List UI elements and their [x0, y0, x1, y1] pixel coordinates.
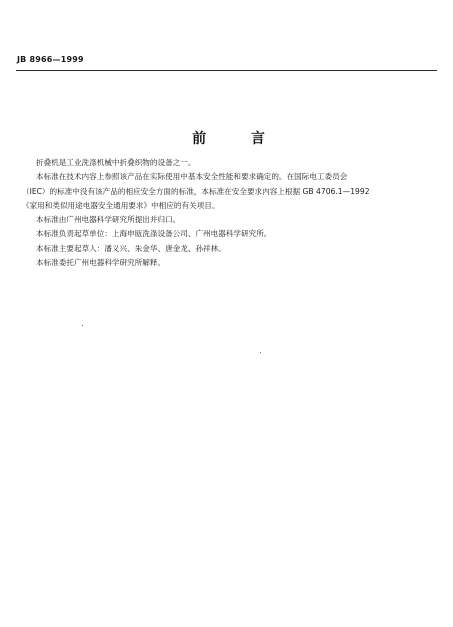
scan-speck: [82, 325, 83, 326]
scan-speck: [260, 352, 261, 353]
paragraph-drafters: 本标准主要起草人：潘义兴、朱金华、唐金龙、孙祥林。: [36, 243, 226, 253]
page-title: 前 言: [192, 131, 285, 147]
paragraph-interpretation: 本标准委托广州电器科学研究所解释。: [36, 258, 166, 268]
document-body: [22, 156, 438, 270]
paragraph-intro: 折叠机是工业洗涤机械中折叠织物的设备之一。: [36, 158, 196, 167]
paragraph-technical-basis: 本标准在技术内容上参照该产品在实际使用中基本安全性能和要求确定的。在国际电工委员会: [36, 172, 348, 182]
standard-code: JB 8966—1999: [17, 55, 84, 64]
paragraph-drafting-units: 本标准负责起草单位：上海申瓯洗涤设备公司、广州电器科学研究所。: [36, 229, 272, 239]
header-divider: [16, 70, 437, 71]
paragraph-technical-basis-cont-1: （IEC）的标准中没有该产品的相应安全方面的标准，本标准在安全要求内容上根据 GB 4706.1—1992: [22, 186, 370, 196]
paragraph-technical-basis-cont-2: 《家用和类似用途电器安全通用要求》中相应的有关项目。: [22, 200, 220, 210]
paragraph-proposer: 本标准由广州电器科学研究所提出并归口。: [36, 215, 181, 225]
